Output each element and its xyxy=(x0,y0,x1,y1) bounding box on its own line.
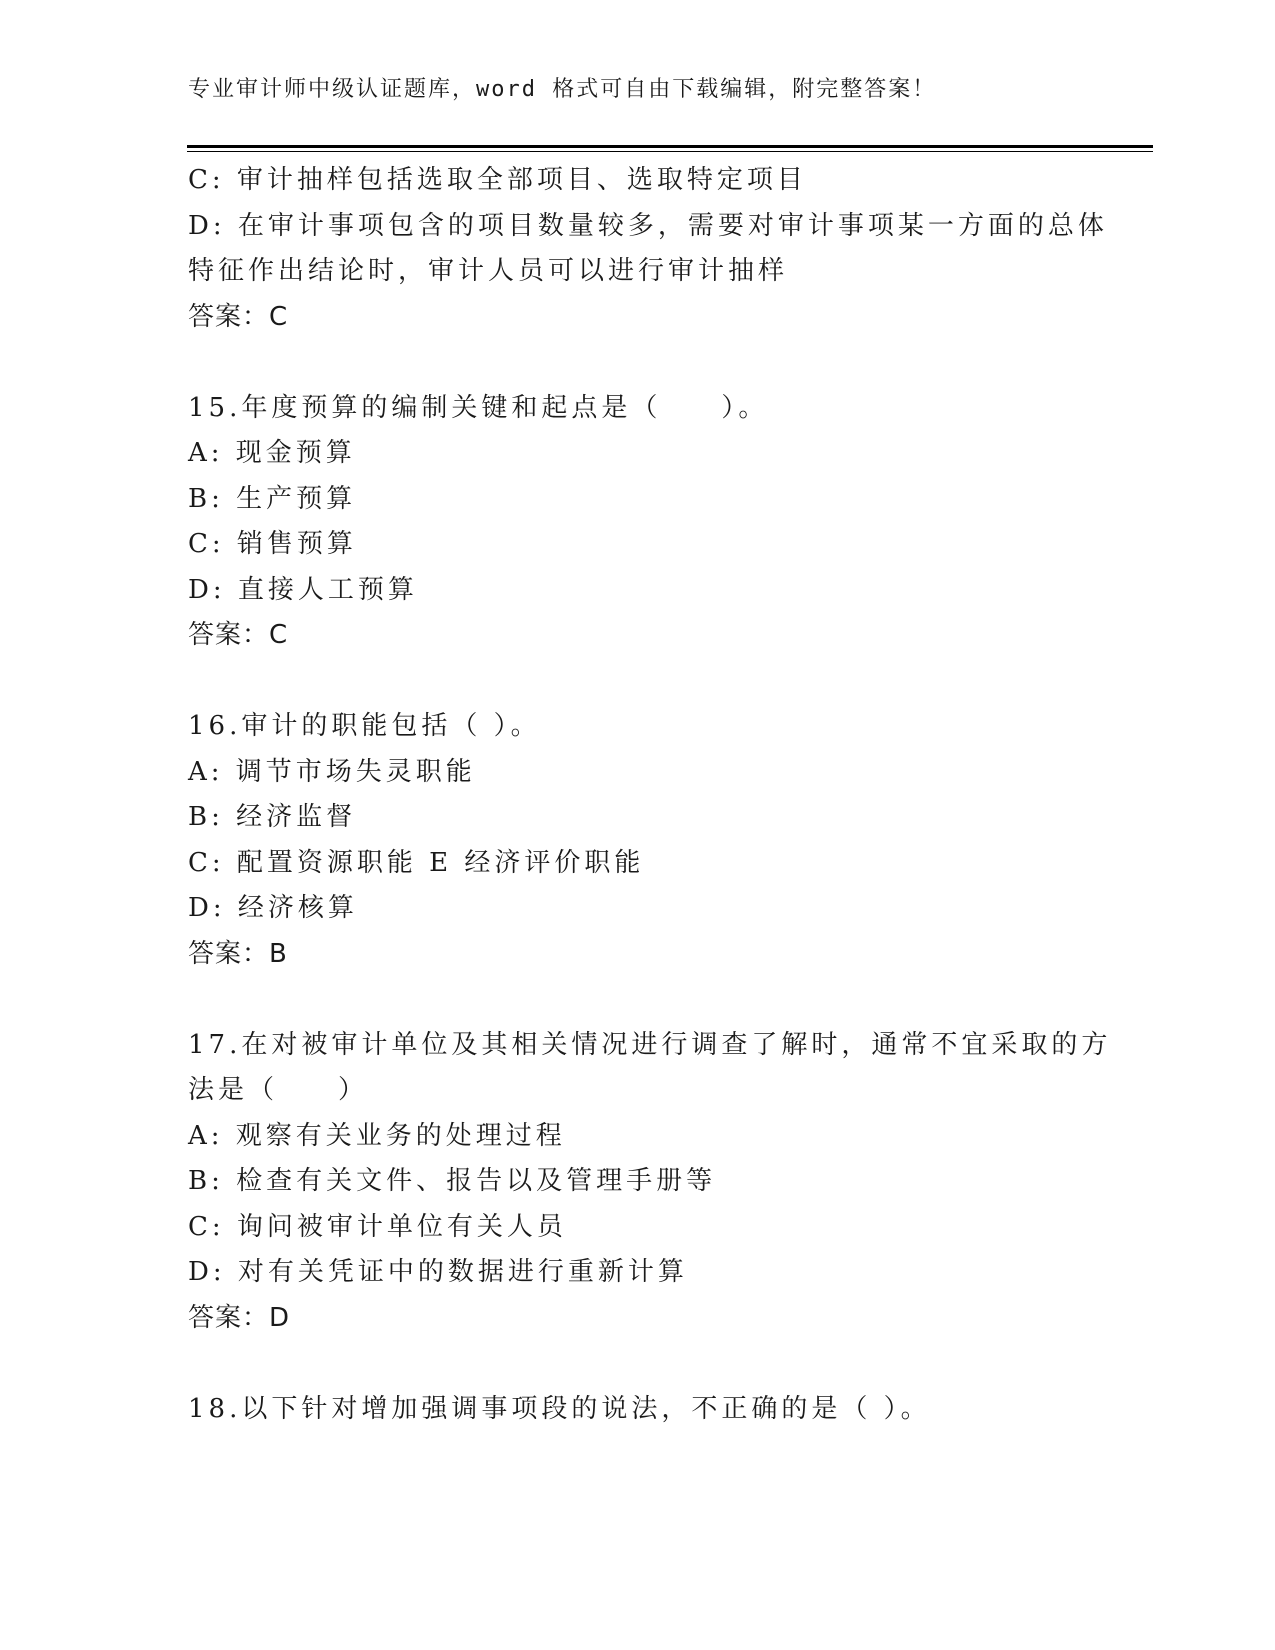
option-line: B: 经济监督 xyxy=(188,802,357,832)
header-rule-thick xyxy=(187,145,1153,148)
question-stem: 16.审计的职能包括（ ）。 xyxy=(188,711,541,741)
spacer xyxy=(188,340,1088,386)
option-line: A: 现金预算 xyxy=(188,438,356,468)
option-line: D: 对有关凭证中的数据进行重新计算 xyxy=(188,1257,688,1287)
continuation-block xyxy=(188,158,1108,340)
question-16 xyxy=(188,704,1088,977)
option-line: B: 生产预算 xyxy=(188,483,357,514)
question-15 xyxy=(188,386,1088,659)
option-line: C: 询问被审计单位有关人员 xyxy=(188,1211,567,1242)
option-line: D: 在审计事项包含的项目数量较多，需要对审计事项某一方面的总体 xyxy=(188,210,1108,241)
option-line: A: 调节市场失灵职能 xyxy=(188,756,476,787)
question-stem: 18.以下针对增加强调事项段的说法，不正确的是（ ）。 xyxy=(188,1393,931,1424)
question-18 xyxy=(188,1387,1088,1433)
option-line: D: 经济核算 xyxy=(188,893,358,923)
question-stem: 17.在对被审计单位及其相关情况进行调查了解时，通常不宜采取的方 xyxy=(188,1029,1112,1060)
document-body xyxy=(188,158,1112,1432)
option-line: C: 销售预算 xyxy=(188,529,357,559)
option-line: B: 检查有关文件、报告以及管理手册等 xyxy=(188,1166,717,1196)
answer-line: 答案：C xyxy=(188,620,289,650)
question-stem: 法是（ ） xyxy=(188,1075,369,1105)
question-17 xyxy=(188,1023,1112,1342)
question-stem: 15.年度预算的编制关键和起点是（ ）。 xyxy=(188,392,769,423)
option-line: A: 观察有关业务的处理过程 xyxy=(188,1120,566,1151)
header-rule-thin xyxy=(187,151,1153,152)
option-line: C: 配置资源职能 E 经济评价职能 xyxy=(188,847,645,878)
option-line: 特征作出结论时，审计人员可以进行审计抽样 xyxy=(188,256,789,286)
answer-line: 答案：C xyxy=(188,301,289,332)
spacer xyxy=(188,977,1088,1023)
option-line: D: 直接人工预算 xyxy=(188,574,418,605)
spacer xyxy=(188,659,1088,705)
answer-line: 答案：B xyxy=(188,938,288,969)
spacer xyxy=(188,1341,1088,1387)
answer-line: 答案：D xyxy=(188,1302,291,1333)
option-line: C: 审计抽样包括选取全部项目、选取特定项目 xyxy=(188,165,807,195)
page-header: 专业审计师中级认证题库，word 格式可自由下载编辑，附完整答案！ xyxy=(188,77,937,102)
